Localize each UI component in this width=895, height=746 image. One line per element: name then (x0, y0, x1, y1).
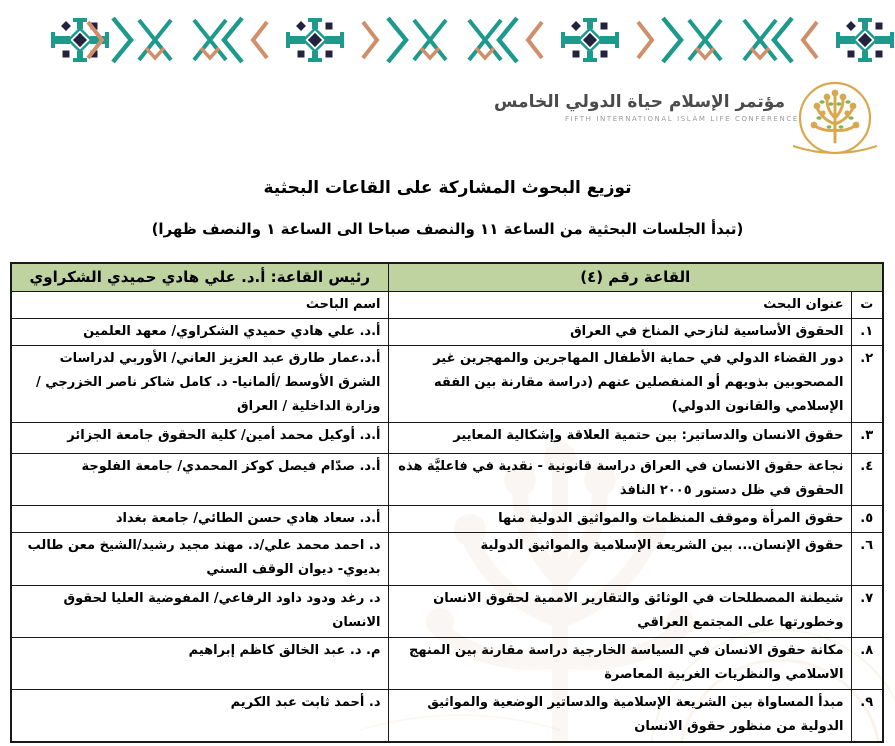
researcher-name: أ.د. صدّام فيصل كوكز المحمدي/ جامعة الفلوجة (11, 454, 388, 506)
row-number: ٩. (851, 690, 883, 742)
page-subtitle: (تبدأ الجلسات البحثية من الساعة ١١ والنصف صباحا الى الساعة ١ والنصف ظهرا) (151, 220, 744, 238)
row-number: ٢. (851, 346, 883, 423)
researcher-name: أ.د. علي هادي حميدي الشكراوي/ معهد العلمين (11, 319, 388, 346)
row-number: ٦. (851, 533, 883, 586)
researcher-name: د. رغد ودود داود الرفاعي/ المفوضية العليا لحقوق الانسان (11, 586, 388, 638)
row-number: ٧. (851, 586, 883, 638)
researcher-name: أ.د. سعاد هادي حسن الطائي/ جامعة بغداد (11, 506, 388, 533)
research-title: دور القضاء الدولي في حماية الأطفال المهاجرين والمهجرين غير المصحوبين بذويهم أو المنفصلين عنهم (دراسة مقارنة بين الفقه الإسلامي والقانون الدولي) (388, 346, 851, 423)
research-distribution-table (10, 262, 884, 743)
table-row (11, 533, 883, 586)
row-number: ٣. (851, 423, 883, 454)
research-title: شيطنة المصطلحات في الوثائق والتقارير الاممية لحقوق الانسان وخطورتها على المجتمع العراقي (388, 586, 851, 638)
researcher-name: د. احمد محمد علي/د. مهند مجيد رشيد/الشيخ معن طالب بديوي- ديوان الوقف السني (11, 533, 388, 586)
table-row (11, 319, 883, 346)
logo-title-arabic: مؤتمر الإسلام حياة الدولي الخامس (494, 92, 785, 112)
researcher-name: أ.د. أوكيل محمد أمين/ كلية الحقوق جامعة الجزائر (11, 423, 388, 454)
research-title: حقوق المرأة وموقف المنظمات والمواثيق الدولية منها (388, 506, 851, 533)
researcher-name: د. أحمد ثابت عبد الكريم (11, 690, 388, 742)
row-number: ٤. (851, 454, 883, 506)
table-row (11, 423, 883, 454)
hall-number-header: القاعة رقم (٤) (388, 263, 883, 292)
research-title: حقوق الإنسان... بين الشريعة الإسلامية والمواثيق الدولية (388, 533, 851, 586)
column-header-researcher: اسم الباحث (11, 292, 388, 319)
hall-chair-header: رئيس القاعة: أ.د. علي هادي حميدي الشكراوي (11, 263, 388, 292)
table-row (11, 690, 883, 742)
column-header-no: ت (851, 292, 883, 319)
column-header-title: عنوان البحث (388, 292, 851, 319)
table-row (11, 454, 883, 506)
table-row (11, 346, 883, 423)
page-title: توزيع البحوث المشاركة على القاعات البحثية (263, 178, 632, 198)
researcher-name: أ.د.عمار طارق عبد العزيز العاني/ الأوربي لدراسات الشرق الأوسط /ألمانيا- د. كامل شاكر ناصر الخزرجي / وزارة الداخلية / العراق (11, 346, 388, 423)
table-body (11, 319, 883, 742)
research-title: نجاعة حقوق الانسان في العراق دراسة قانونية - نقدية في فاعليَّة هذه الحقوق في ظل دستور ٢٠٠٥ النافذ (388, 454, 851, 506)
research-title: مكانة حقوق الانسان في السياسة الخارجية دراسة مقارنة بين المنهج الاسلامي والنظريات الغربية المعاصرة (388, 638, 851, 690)
row-number: ٨. (851, 638, 883, 690)
table-row (11, 506, 883, 533)
research-title: الحقوق الأساسية لنازحي المناخ في العراق (388, 319, 851, 346)
research-title: حقوق الانسان والدساتير: بين حتمية العلاقة وإشكالية المعايير (388, 423, 851, 454)
column-header-row (11, 292, 883, 319)
researcher-name: م. د. عبد الخالق كاظم إبراهيم (11, 638, 388, 690)
decorative-border-pattern (0, 10, 895, 68)
table-row (11, 638, 883, 690)
tree-logo-icon (785, 80, 881, 164)
logo-title-english: FIFTH INTERNATIONAL ISLAM LIFE CONFERENCE (565, 115, 799, 123)
table-row (11, 586, 883, 638)
conference-logo (494, 80, 885, 160)
row-number: ١. (851, 319, 883, 346)
research-title: مبدأ المساواة بين الشريعة الإسلامية والدساتير الوضعية والمواثيق الدولية من منظور حقوق الانسان (388, 690, 851, 742)
row-number: ٥. (851, 506, 883, 533)
hall-header-row (11, 263, 883, 292)
